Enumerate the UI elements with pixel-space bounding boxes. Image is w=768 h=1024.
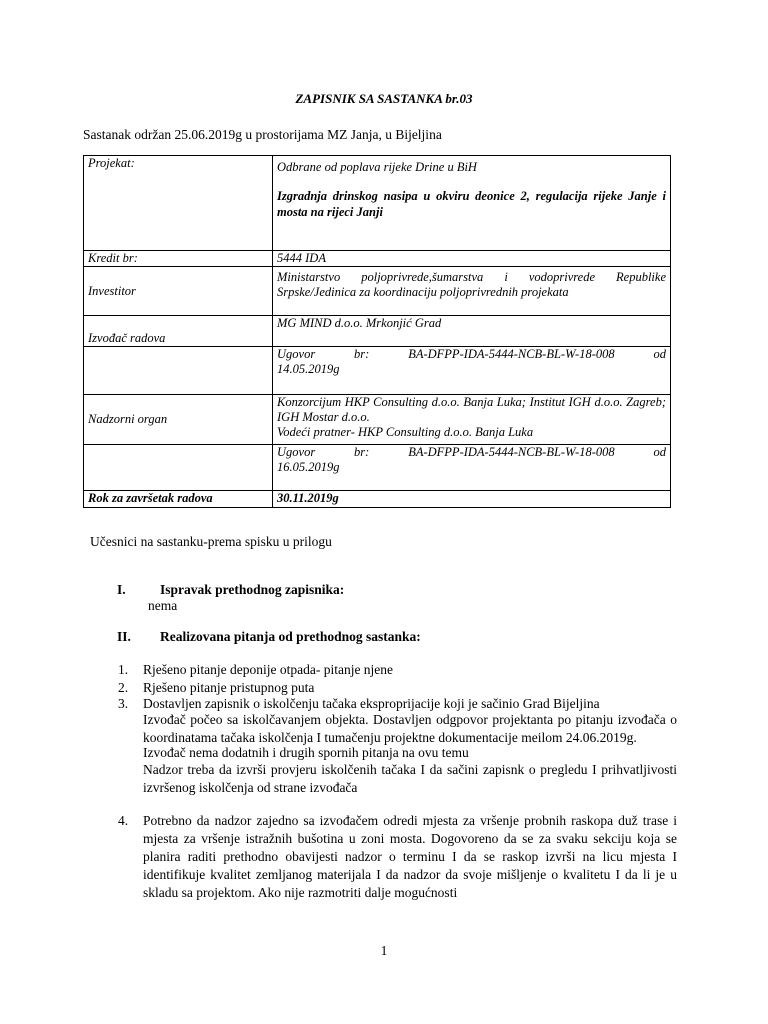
label-nadzor: Nadzorni organ <box>84 395 273 445</box>
item-3-number: 3. <box>118 696 129 711</box>
value-kredit: 5444 IDA <box>273 251 671 267</box>
page-number: 1 <box>380 943 388 958</box>
value-nadzor <box>273 395 671 445</box>
item-4-number: 4. <box>118 813 129 828</box>
ugovor-2-date: 16.05.2019g <box>277 460 340 474</box>
meeting-info: Sastanak održan 25.06.2019g u prostorijama MZ Janja, u Bijeljina <box>83 127 442 142</box>
label-rok: Rok za završetak radova <box>84 491 273 508</box>
item-3-paragraph-1: Izvođač počeo sa iskolčavanjem objekta. Dostavljen odgpovor projektanta po pitanju izvođača o koordinatama tačaka iskolčenja I tumačenju projektne dokumentacije meilom 24.06.2019g. <box>143 712 677 745</box>
ugovor-1-date: 14.05.2019g <box>277 362 340 376</box>
item-2-text: Rješeno pitanje pristupnog puta <box>143 680 315 695</box>
project-name: Odbrane od poplava rijeke Drine u BiH <box>277 160 477 174</box>
section-1-body: nema <box>148 598 178 613</box>
item-3-text: Dostavljen zapisnik o iskolčenju tačaka eksproprijacije koji je sačinio Grad Bijeljina <box>143 696 600 711</box>
empty-cell-2 <box>84 445 273 491</box>
value-ugovor-1 <box>273 347 671 395</box>
value-rok: 30.11.2019g <box>273 491 671 508</box>
label-investitor: Investitor <box>84 267 273 316</box>
item-3-paragraph-2: Izvođač nema dodatnih i drugih spornih pitanja na ovu temu <box>143 745 469 760</box>
participants-note: Učesnici na sastanku-prema spisku u prilogu <box>90 534 332 549</box>
ugovor-2-line: Ugovor br: BA-DFPP-IDA-5444-NCB-BL-W-18-008 od <box>277 445 666 459</box>
value-izvodjac: MG MIND d.o.o. Mrkonjić Grad <box>273 316 671 347</box>
section-1-number: I. <box>117 582 126 597</box>
nadzor-lead: Vodeći pratner- HKP Consulting d.o.o. Banja Luka <box>277 425 534 439</box>
empty-cell-1 <box>84 347 273 395</box>
project-subtitle: Izgradnja drinskog nasipa u okviru deonice 2, regulacija rijeke Janje i mosta na rijeci Janji <box>277 189 666 219</box>
value-projekat <box>273 156 671 251</box>
item-3-paragraph-3: Nadzor treba da izvrši provjeru iskolčenih tačaka I da sačini zapisnk o pregledu I prihvatljivosti izvršenog iskolčenja od strane izvođača <box>143 762 677 795</box>
item-1-number: 1. <box>118 662 129 677</box>
value-ugovor-2 <box>273 445 671 491</box>
item-1-text: Rješeno pitanje deponije otpada- pitanje njene <box>143 662 394 677</box>
nadzor-consortium: Konzorcijum HKP Consulting d.o.o. Banja Luka; Institut IGH d.o.o. Zagreb; IGH Mostar d.o.o. <box>277 395 666 424</box>
project-info-table <box>83 155 671 508</box>
ugovor-1-line: Ugovor br: BA-DFPP-IDA-5444-NCB-BL-W-18-008 od <box>277 347 666 361</box>
item-4-text: Potrebno da nadzor zajedno sa izvođačem odredi mjesta za vršenje probnih raskopa duž trase i mjesta za vršenje istražnih bušotina u zoni mosta. Dogovoreno da se za svaku sekciju koja se planira raditi prethodno obavijesti nadzor o terminu I da se raskop izvrši na licu mjesta I identifikuje kvalitet zemljanog materijala I da nadzor da svoje mišljenje o kvalitetu I da li je u skladu sa projektom. Ako nije razmotriti dalje mogućnosti <box>143 813 677 900</box>
label-izvodjac: Izvođač radova <box>84 316 273 347</box>
section-1-title: Ispravak prethodnog zapisnika: <box>160 582 345 597</box>
section-2-number: II. <box>117 629 131 644</box>
label-projekat: Projekat: <box>84 156 273 251</box>
label-kredit: Kredit br: <box>84 251 273 267</box>
item-2-number: 2. <box>118 680 129 695</box>
document-title: ZAPISNIK SA SASTANKA br.03 <box>295 91 473 106</box>
section-2-title: Realizovana pitanja od prethodnog sastanka: <box>160 629 421 644</box>
value-investitor: Ministarstvo poljoprivrede,šumarstva i vodoprivrede Republike Srpske/Jedinica za koordinaciju poljoprivrednih projekata <box>273 267 671 316</box>
